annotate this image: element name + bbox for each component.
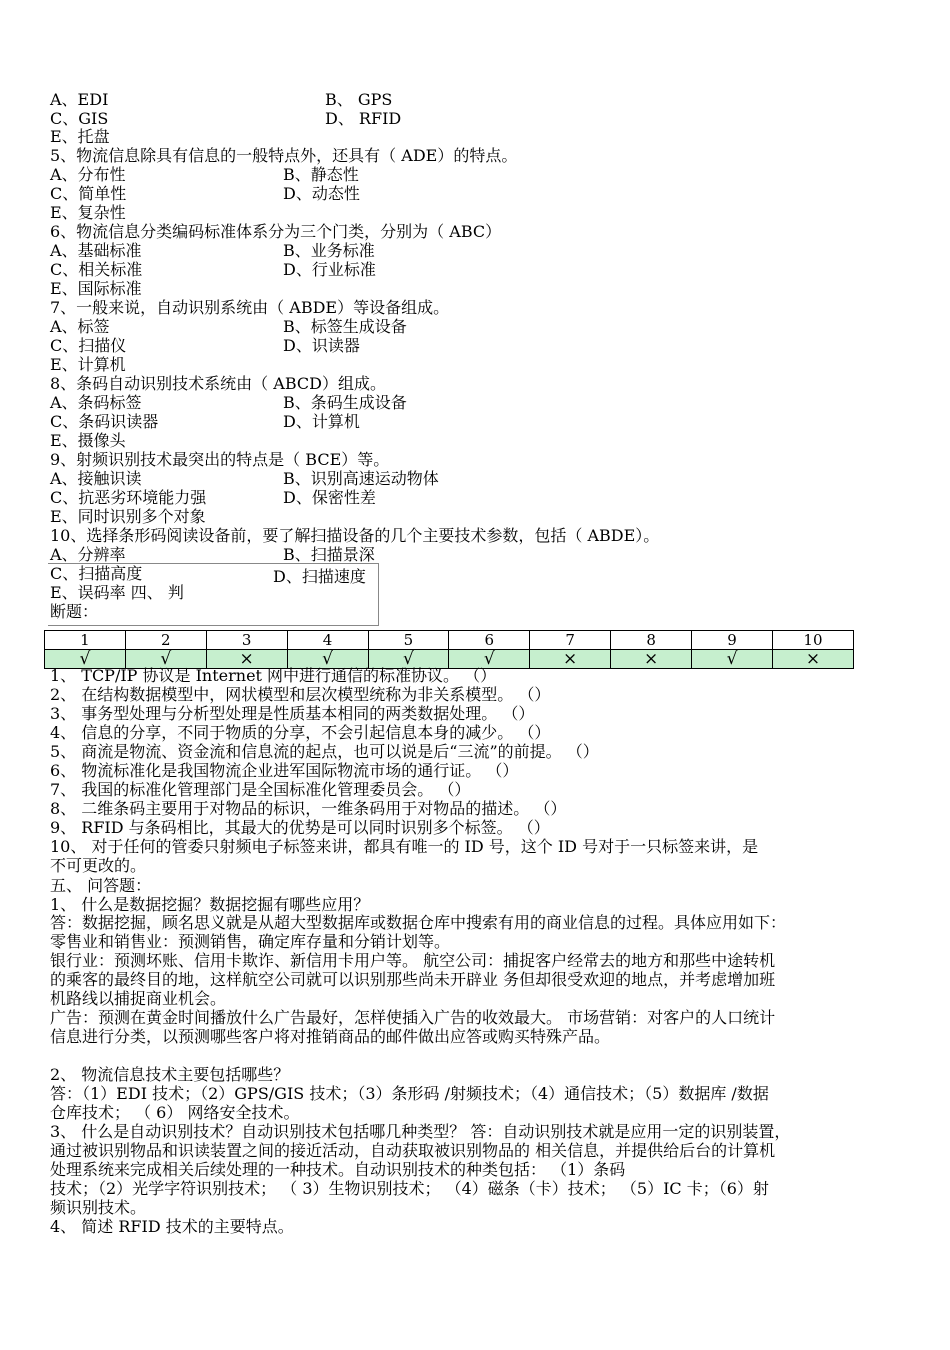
question-stem: 8、条码自动识别技术系统由（ ABCD）组成。	[50, 374, 386, 393]
option-c: C、条码识读器	[50, 412, 159, 431]
qa-line: 答：（1）EDI 技术；（2）GPS/GIS 技术；（3）条形码 /射频技术；（4）通信技术；（5）数据库 /数据	[50, 1084, 769, 1103]
judgement-item: 4、 信息的分享，不同于物质的分享，不会引起信息本身的减少。 （）	[50, 723, 551, 742]
table-cell: 6	[449, 631, 530, 650]
option-b: B、静态性	[283, 165, 359, 184]
option-a: A、标签	[50, 317, 110, 336]
qa-line: 零售业和销售业：预测销售，确定库存量和分销计划等。	[50, 932, 451, 951]
option-c: C、抗恶劣环境能力强	[50, 488, 207, 507]
answer-mark: √	[287, 650, 368, 669]
option-a: A、分辨率	[50, 545, 126, 564]
option-d: D、行业标准	[283, 260, 376, 279]
qa-line: 2、 物流信息技术主要包括哪些？	[50, 1065, 290, 1084]
question-stem: 10、选择条形码阅读设备前，要了解扫描设备的几个主要技术参数，包括（ ABDE）。	[50, 526, 660, 545]
answer-mark: ×	[611, 650, 692, 669]
option-a: A、基础标准	[50, 241, 142, 260]
option-e: E、计算机	[50, 355, 126, 374]
table-cell: 2	[125, 631, 206, 650]
answer-mark: ×	[772, 650, 853, 669]
answer-mark: √	[368, 650, 449, 669]
answer-mark: ×	[530, 650, 611, 669]
qa-line: 处理系统来完成相关后续处理的一种技术。自动识别技术的种类包括： （1）条码	[50, 1160, 626, 1179]
qa-line: 通过被识别物品和识读装置之间的接近活动，自动获取被识别物品的 相关信息，并提供给后台的计算机	[50, 1141, 776, 1160]
option-b: B、业务标准	[283, 241, 375, 260]
section-heading: 五、 问答题：	[50, 876, 152, 895]
qa-line: 答：数据挖掘，顾名思义就是从超大型数据库或数据仓库中搜索有用的商业信息的过程。具体应用如下：	[50, 913, 787, 932]
option-b: B、扫描景深	[283, 545, 375, 564]
qa-line: 技术；（2）光学字符识别技术； （ 3）生物识别技术； （4）磁条（卡）技术； （5）IC 卡；（6）射	[50, 1179, 769, 1198]
question-stem: 9、射频识别技术最突出的特点是（ BCE）等。	[50, 450, 390, 469]
answer-mark: √	[125, 650, 206, 669]
judgement-item: 9、 RFID 与条码相比，其最大的优势是可以同时识别多个标签。 （）	[50, 818, 550, 837]
qa-line: 仓库技术； （ 6） 网络安全技术。	[50, 1103, 300, 1122]
table-cell: 10	[772, 631, 853, 650]
option-e: E、国际标准	[50, 279, 142, 298]
question-stem: 6、物流信息分类编码标准体系分为三个门类，分别为（ ABC）	[50, 222, 502, 241]
qa-line: 3、 什么是自动识别技术？自动识别技术包括哪几种类型？ 答：自动识别技术就是应用一定的识别装置，	[50, 1122, 791, 1141]
option-b: B、标签生成设备	[283, 317, 407, 336]
qa-line: 信息进行分类，以预测哪些客户将对推销商品的邮件做出应答或购买特殊产品。	[50, 1027, 611, 1046]
table-cell: 4	[287, 631, 368, 650]
option-b: B、条码生成设备	[283, 393, 407, 412]
option-c: C、扫描高度	[50, 564, 143, 583]
judgement-item: 3、 事务型处理与分析型处理是性质基本相同的两类数据处理。 （）	[50, 704, 535, 723]
table-cell: 7	[530, 631, 611, 650]
option-a: A、分布性	[50, 165, 126, 184]
judgement-item: 10、 对于任何的管委只射频电子标签来讲，都具有唯一的 ID 号，这个 ID 号对于一只标签来讲，是	[50, 837, 759, 856]
option-a: A、EDI	[50, 90, 109, 109]
answer-mark: ×	[206, 650, 287, 669]
judgement-item: 8、 二维条码主要用于对物品的标识，一维条码用于对物品的描述。 （）	[50, 799, 567, 818]
section-heading: 断题：	[50, 602, 99, 621]
qa-line: 频识别技术。	[50, 1198, 147, 1217]
question-stem: 7、一般来说，自动识别系统由（ ABDE）等设备组成。	[50, 298, 450, 317]
judgement-item: 1、 TCP/IP 协议是 Internet 网中进行通信的标准协议。 （）	[50, 666, 497, 685]
answer-table	[44, 630, 854, 669]
option-e: E、误码率 四、 判	[50, 583, 184, 602]
judgement-item: 2、 在结构数据模型中，网状模型和层次模型统称为非关系模型。 （）	[50, 685, 551, 704]
option-c: C、扫描仪	[50, 336, 127, 355]
answer-mark: √	[449, 650, 530, 669]
option-e: E、摄像头	[50, 431, 126, 450]
table-cell: 1	[45, 631, 126, 650]
qa-line: 机路线以捕捉商业机会。	[50, 989, 227, 1008]
option-e: E、同时识别多个对象	[50, 507, 206, 526]
qa-line: 广告：预测在黄金时间播放什么广告最好，怎样使插入广告的收效最大。 市场营销：对客户的人口统计	[50, 1008, 776, 1027]
qa-line: 的乘客的最终目的地，这样航空公司就可以识别那些尚未开辟业 务但却很受欢迎的地点，并考虑增加班	[50, 970, 776, 989]
answer-mark: √	[692, 650, 773, 669]
option-d: D、识读器	[283, 336, 360, 355]
question-stem: 5、物流信息除具有信息的一般特点外，还具有（ ADE）的特点。	[50, 146, 518, 165]
option-d: D、动态性	[283, 184, 360, 203]
option-c: C、简单性	[50, 184, 127, 203]
option-b: B、识别高速运动物体	[283, 469, 439, 488]
table-cell: 8	[611, 631, 692, 650]
option-c: C、GIS	[50, 109, 109, 128]
judgement-item: 6、 物流标准化是我国物流企业进军国际物流市场的通行证。 （）	[50, 761, 519, 780]
qa-line: 1、 什么是数据挖掘？数据挖掘有哪些应用？	[50, 895, 370, 914]
option-a: A、条码标签	[50, 393, 142, 412]
option-c: C、相关标准	[50, 260, 143, 279]
judgement-item: 5、 商流是物流、资金流和信息流的起点，也可以说是后“三流”的前提。 （）	[50, 742, 599, 761]
option-a: A、接触识读	[50, 469, 142, 488]
table-cell: 9	[692, 631, 773, 650]
table-cell: 5	[368, 631, 449, 650]
option-e: E、复杂性	[50, 203, 126, 222]
option-d: D、保密性差	[283, 488, 376, 507]
table-cell: 3	[206, 631, 287, 650]
qa-line: 4、 简述 RFID 技术的主要特点。	[50, 1217, 294, 1236]
qa-line: 银行业：预测坏账、信用卡欺诈、新信用卡用户等。 航空公司：捕捉客户经常去的地方和那些中途转机	[50, 951, 776, 970]
answer-mark: √	[45, 650, 126, 669]
option-e: E、托盘	[50, 127, 110, 146]
option-d: D、计算机	[283, 412, 360, 431]
option-d: D、扫描速度	[273, 567, 366, 586]
option-b: B、 GPS	[325, 90, 393, 109]
table-row	[45, 631, 854, 650]
judgement-item: 7、 我国的标准化管理部门是全国标准化管理委员会。 （）	[50, 780, 471, 799]
judgement-item: 不可更改的。	[50, 856, 147, 875]
option-d: D、 RFID	[325, 109, 402, 128]
